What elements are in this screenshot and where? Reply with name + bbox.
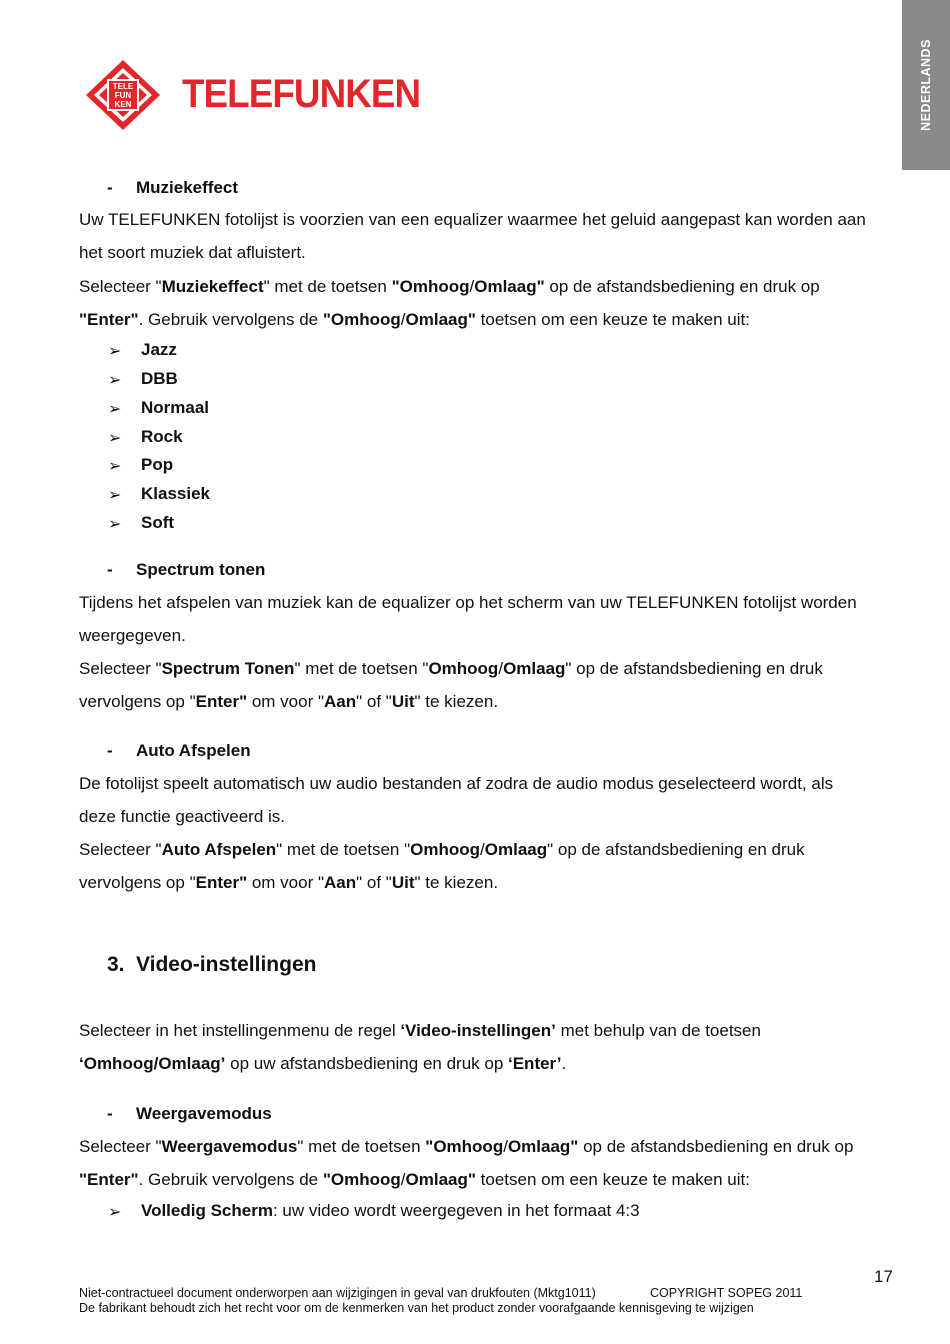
heading-auto-afspelen: Auto Afspelen	[136, 741, 251, 760]
spectrum-instruction-line: vervolgens op "Enter" om voor "Aan" of "Uit" te kiezen.	[79, 692, 499, 711]
arrow-bullet-icon: ➢	[108, 1204, 122, 1221]
svg-text:KEN: KEN	[114, 100, 132, 109]
page-number: 17	[874, 1267, 893, 1286]
arrow-bullet-icon: ➢	[108, 372, 122, 389]
list-item: Rock	[141, 427, 183, 446]
heading-muziekeffect: Muziekeffect	[136, 178, 239, 197]
spectrum-paragraph-line: weergegeven.	[79, 626, 186, 645]
arrow-bullet-icon: ➢	[108, 458, 122, 475]
video-paragraph-line: Selecteer in het instellingenmenu de regel ‘Video-instellingen’ met behulp van de toetsen	[79, 1021, 761, 1040]
spectrum-paragraph-line: Tijdens het afspelen van muziek kan de equalizer op het scherm van uw TELEFUNKEN fotolijst worden	[79, 593, 857, 612]
footer-disclaimer: Niet-contractueel document onderworpen aan wijzigingen in geval van drukfouten (Mktg1011)	[79, 1286, 596, 1300]
language-tab	[902, 0, 950, 170]
muziek-instruction-line: Selecteer "Muziekeffect" met de toetsen "Omhoog/Omlaag" op de afstandsbediening en druk op	[79, 277, 820, 296]
dash-bullet: -	[107, 560, 113, 579]
list-item: DBB	[141, 369, 178, 388]
logo-wordmark: TELEFUNKEN	[182, 72, 421, 116]
weergave-instruction-line: "Enter". Gebruik vervolgens de "Omhoog/Omlaag" toetsen om een keuze te maken uit:	[79, 1170, 750, 1189]
language-tab-label: NEDERLANDS	[919, 39, 933, 131]
list-item: Pop	[141, 455, 174, 474]
muziek-instruction-line: "Enter". Gebruik vervolgens de "Omhoog/Omlaag" toetsen om een keuze te maken uit:	[79, 310, 750, 329]
list-item: Soft	[141, 513, 175, 532]
heading-spectrum-tonen: Spectrum tonen	[136, 560, 266, 579]
dash-bullet: -	[107, 1104, 113, 1123]
telefunken-logo	[84, 58, 421, 132]
list-item: Klassiek	[141, 484, 210, 503]
muziek-paragraph-line: Uw TELEFUNKEN fotolijst is voorzien van een equalizer waarmee het geluid aangepast kan worden aan	[79, 210, 866, 229]
auto-instruction-line: vervolgens op "Enter" om voor "Aan" of "Uit" te kiezen.	[79, 873, 499, 892]
dash-bullet: -	[107, 741, 113, 760]
svg-text:FUN: FUN	[114, 91, 132, 100]
spectrum-instruction-line: Selecteer "Spectrum Tonen" met de toetsen "Omhoog/Omlaag" op de afstandsbediening en druk	[79, 659, 823, 678]
arrow-bullet-icon: ➢	[108, 401, 122, 418]
section-number: 3.	[107, 953, 125, 976]
svg-text:TELE: TELE	[112, 82, 134, 91]
auto-instruction-line: Selecteer "Auto Afspelen" met de toetsen "Omhoog/Omlaag" op de afstandsbediening en druk	[79, 840, 805, 859]
arrow-bullet-icon: ➢	[108, 487, 122, 504]
footer-copyright: COPYRIGHT SOPEG 2011	[650, 1286, 803, 1300]
arrow-bullet-icon: ➢	[108, 516, 122, 533]
auto-paragraph-line: deze functie geactiveerd is.	[79, 807, 286, 826]
section-title-video-instellingen: Video-instellingen	[136, 953, 317, 976]
weergave-instruction-line: Selecteer "Weergavemodus" met de toetsen "Omhoog/Omlaag" op de afstandsbediening en druk op	[79, 1137, 854, 1156]
auto-paragraph-line: De fotolijst speelt automatisch uw audio bestanden af zodra de audio modus geselecteerd wordt, als	[79, 774, 834, 793]
video-paragraph-line: ‘Omhoog/Omlaag’ op uw afstandsbediening en druk op ‘Enter’.	[79, 1054, 567, 1073]
list-item: Normaal	[141, 398, 210, 417]
list-item: Volledig Scherm: uw video wordt weergegeven in het formaat 4:3	[141, 1201, 640, 1220]
dash-bullet: -	[107, 178, 113, 197]
muziek-paragraph-line: het soort muziek dat afluistert.	[79, 243, 306, 262]
footer-notice: De fabrikant behoudt zich het recht voor om de kenmerken van het product zonder voorafgaande kennisgeving te wijzigen	[79, 1301, 754, 1315]
list-item: Jazz	[141, 340, 177, 359]
heading-weergavemodus: Weergavemodus	[136, 1104, 272, 1123]
arrow-bullet-icon: ➢	[108, 343, 122, 360]
arrow-bullet-icon: ➢	[108, 430, 122, 447]
telefunken-badge-icon	[84, 58, 162, 132]
